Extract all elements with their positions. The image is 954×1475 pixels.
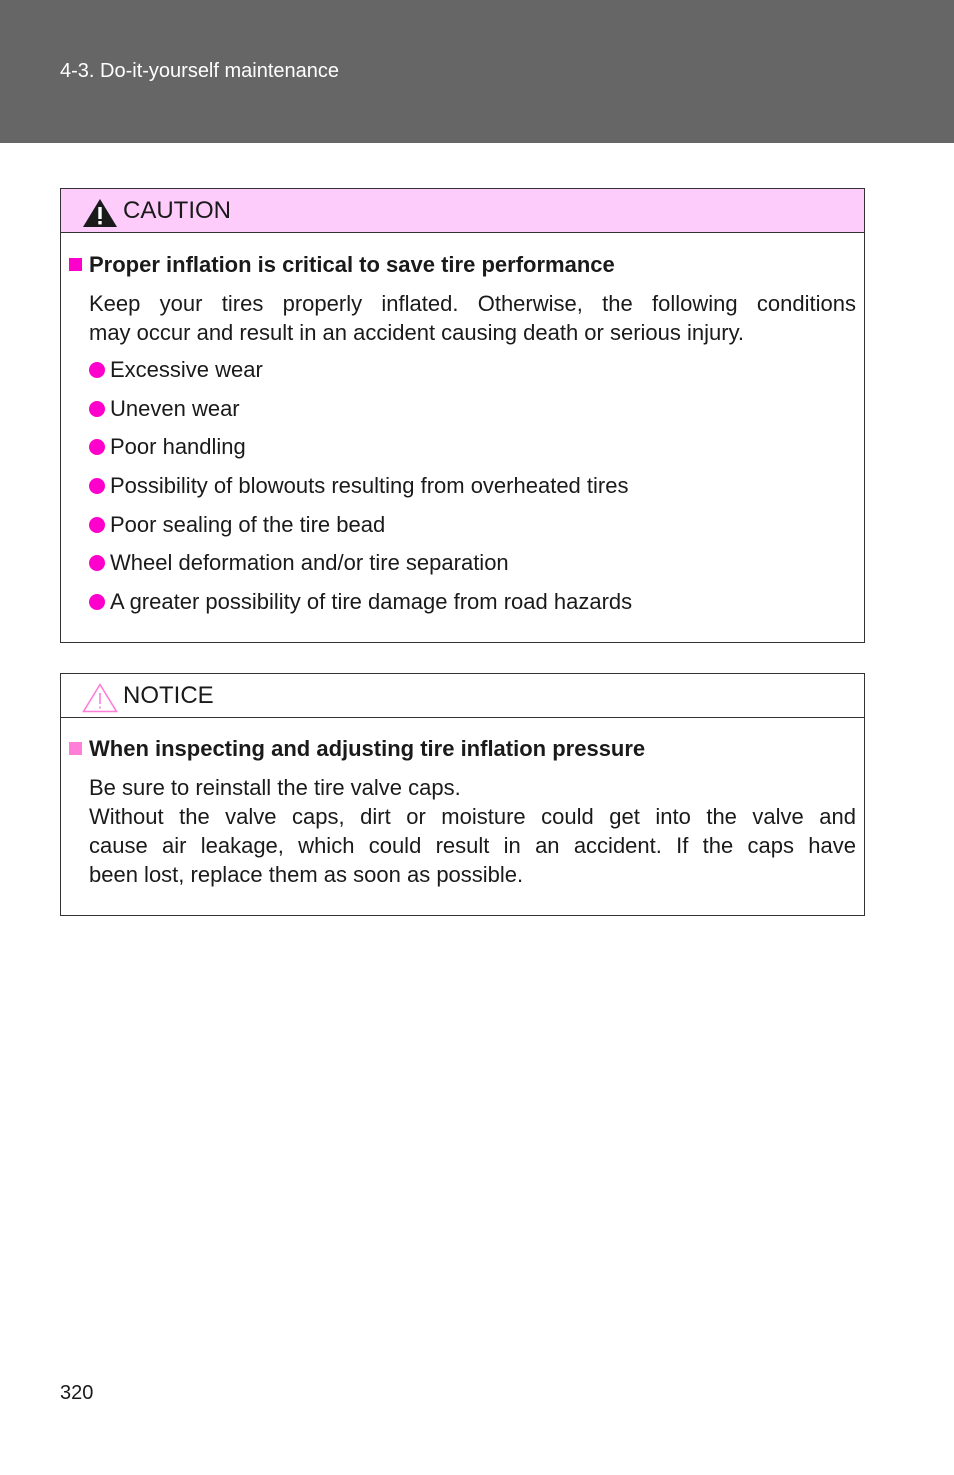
- notice-header: [61, 674, 864, 718]
- caution-heading-text: Proper inflation is critical to save tire performance: [89, 252, 615, 277]
- caution-label: CAUTION: [123, 197, 231, 224]
- header-band: [0, 0, 954, 143]
- square-bullet-icon: [69, 742, 82, 755]
- caution-header: [61, 189, 864, 233]
- list-item: [89, 588, 632, 627]
- list-item: [89, 549, 632, 588]
- bullet-dot-icon: [89, 594, 105, 610]
- list-item-text: Uneven wear: [110, 395, 240, 421]
- notice-box: [60, 673, 865, 916]
- notice-text: [89, 773, 856, 889]
- bullet-dot-icon: [89, 555, 105, 571]
- list-item-text: Wheel deformation and/or tire separation: [110, 550, 509, 576]
- bullet-dot-icon: [89, 439, 105, 455]
- list-item: [89, 356, 632, 395]
- notice-heading-text: When inspecting and adjusting tire inflation pressure: [89, 736, 646, 761]
- caution-box: [60, 188, 865, 643]
- notice-line: Without the valve caps, dirt or moisture could get into the valve and: [89, 804, 856, 829]
- notice-line: been lost, replace them as soon as possible.: [89, 862, 524, 887]
- notice-triangle-icon: [81, 682, 119, 714]
- notice-line: cause air leakage, which could result in an accident. If the caps have: [89, 833, 856, 858]
- square-bullet-icon: [69, 258, 82, 271]
- bullet-dot-icon: [89, 478, 105, 494]
- list-item-text: Possibility of blowouts resulting from overheated tires: [110, 473, 629, 499]
- list-item: [89, 433, 632, 472]
- caution-intro-line: Keep your tires properly inflated. Otherwise, the following conditions: [89, 291, 856, 316]
- bullet-dot-icon: [89, 517, 105, 533]
- caution-list: [89, 356, 632, 627]
- section-title: 4-3. Do-it-yourself maintenance: [60, 60, 340, 82]
- list-item: [89, 395, 632, 434]
- list-item-text: Poor sealing of the tire bead: [110, 511, 386, 537]
- bullet-dot-icon: [89, 362, 105, 378]
- warning-triangle-icon: [81, 197, 119, 229]
- list-item: [89, 511, 632, 550]
- notice-heading: [69, 735, 645, 763]
- caution-intro-line: may occur and result in an accident causing death or serious injury.: [89, 320, 745, 345]
- notice-label: NOTICE: [123, 682, 214, 709]
- list-item-text: Excessive wear: [110, 357, 263, 382]
- caution-heading: [69, 251, 615, 279]
- list-item: [89, 472, 632, 511]
- caution-intro: [89, 289, 856, 347]
- list-item-text: Poor handling: [110, 434, 246, 460]
- bullet-dot-icon: [89, 401, 105, 417]
- page-number: 320: [60, 1382, 94, 1404]
- list-item-text: A greater possibility of tire damage from road hazards: [110, 589, 633, 615]
- notice-line: Be sure to reinstall the tire valve caps.: [89, 775, 461, 800]
